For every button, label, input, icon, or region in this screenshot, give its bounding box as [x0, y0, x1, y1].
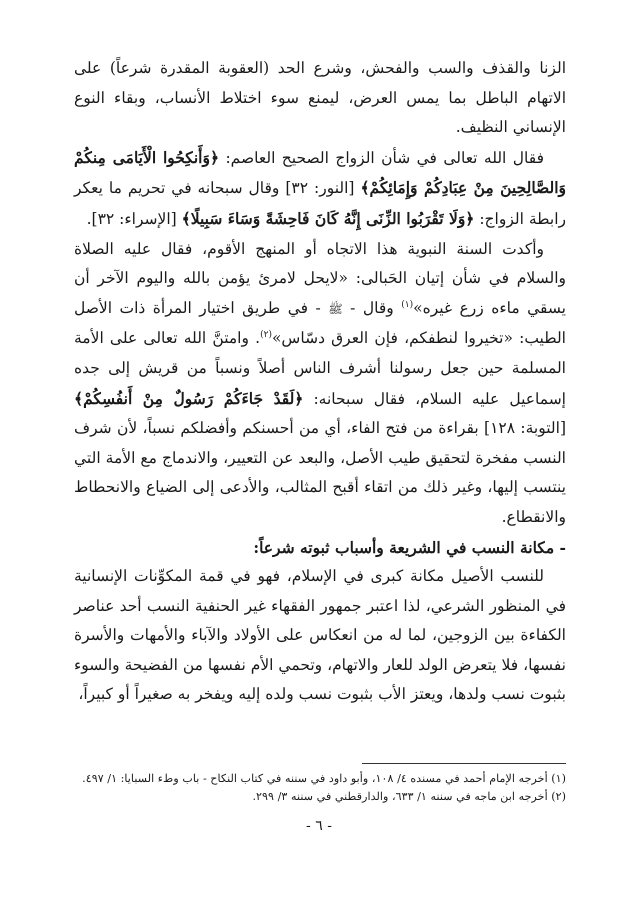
- verse-reference: [النور: ٣٢] وقال سبحانه في تحريم ما يعكر رابطة الزواج:: [74, 179, 566, 228]
- paragraph-text: - في طريق اختيار المرأة ذات الأصل الطيب: «تخيروا لنطفكم، فإن العرق دسّاس»: [74, 298, 566, 348]
- paragraph-text: [التوبة: ١٢٨] بقراءة من فتح الفاء، أي من أحسنكم وأفضلكم نسباً، لأن شرف النسب مفخرة لتحقيق طيب الأصل، والبعد عن التعيير، والاندماج مع الأمة التي ينتسب إليها، وغير ذلك من اتقاء أقبح المثالب، والأدعى إلى الضياع والانحطاط والانقطاع.: [74, 419, 566, 526]
- quran-verse-tawba: ﴿لَقَدْ جَاءَكُمْ رَسُولٌ مِنْ أَنفُسِكُمْ﴾: [74, 388, 304, 408]
- quran-verse-isra: ﴿وَلَا تَقْرَبُوا الزِّنَى إِنَّهُ كَانَ فَاحِشَةً وَسَاءَ سَبِيلًا﴾: [181, 208, 475, 228]
- main-text-block: [74, 54, 566, 710]
- paragraph-text: وأكدت السنة النبوية هذا الاتجاه أو المنهج الأقوم، فقال عليه الصلاة والسلام في شأن إتيان الحَبالى: «لايحل لامرئ يؤمن بالله واليوم الآخر أن يسقي ماءه زرع غيره»: [74, 239, 566, 317]
- salawat-glyph: ﷺ: [328, 301, 343, 316]
- paragraph-quran-marriage: [74, 143, 566, 235]
- paragraph-text: . وامتنَّ الله تعالى على الأمة المسلمة حين جعل رسولنا أشرف الناس أصلاً ونسباً من قريش إلى جده إسماعيل عليه السلام، فقال سبحانه:: [74, 329, 566, 408]
- page-number: - ٦ -: [306, 818, 332, 834]
- footnote-1: (١) أخرجه الإمام أحمد في مسنده ٤/ ١٠٨، وأبو داود في سننه في كتاب النكاح - باب وطء السبايا: ١/ ٤٩٧.: [82, 772, 566, 785]
- paragraph-text: وقال -: [342, 298, 402, 317]
- paragraph-sunnah: [74, 235, 566, 533]
- footnote-marker: (١): [401, 299, 414, 310]
- footnote-2: (٢) أخرجه ابن ماجه في سننه ١/ ٦٣٣، والدارقطني في سننه ٣/ ٢٩٩.: [252, 790, 566, 803]
- paragraph-text: فقال الله تعالى في شأن الزواج الصحيح العاصم:: [219, 148, 544, 167]
- paragraph-lineage: للنسب الأصيل مكانة كبرى في الإسلام، فهو في قمة المكوِّنات الإنسانية في المنظور الشرعي، لذا اعتبر جمهور الفقهاء غير الحنفية النسب أحد عناصر الكفاءة بين الزوجين، لما له من انعكاس على الأولاد والآباء والأمهات والأسرة نفسها، فلا يتعرض الولد للعار والاتهام، وتحمي الأم نفسها من الفضيحة والسوء بثبوت نسب ولدها، ويعتز الأب بثبوت نسب ولده إليه ويفخر به صغيراً أو كبيراً،: [74, 567, 566, 704]
- section-heading: - مكانة النسب في الشريعة وأسباب ثبوته شرعاً:: [253, 537, 566, 557]
- footnote-marker: (٢): [260, 330, 272, 341]
- footnotes: [74, 770, 566, 806]
- quran-verse-nur: ﴿وَأَنكِحُوا الْأَيَامَى مِنكُمْ وَالصَّالِحِينَ مِنْ عِبَادِكُمْ وَإِمَائِكُمْ﴾: [74, 147, 567, 198]
- verse-reference: [الإسراء: ٣٢].: [86, 209, 182, 228]
- paragraph-continuation: الزنا والقذف والسب والفحش، وشرع الحد (العقوبة المقدرة شرعاً) على الاتهام الباطل بما يمس العرض، ليمنع سوء اختلاط الأنساب، وبقاء النوع الإنساني النظيف.: [74, 59, 567, 137]
- footnote-separator: [362, 763, 566, 764]
